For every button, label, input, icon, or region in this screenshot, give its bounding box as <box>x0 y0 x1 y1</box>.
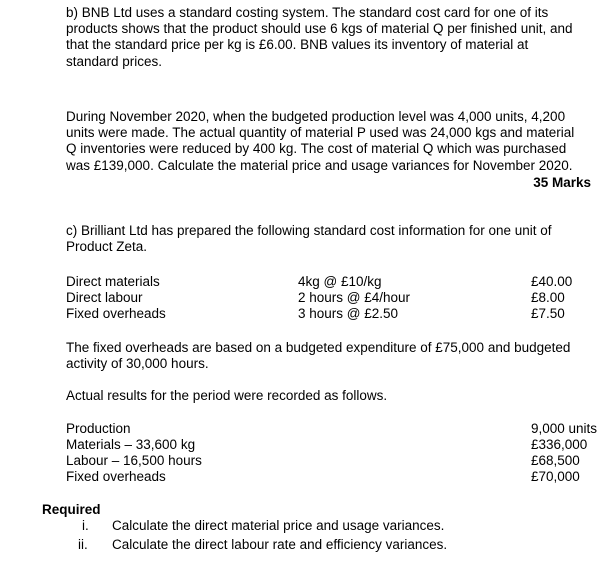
cost-item: Direct labour <box>66 290 143 305</box>
cost-amount: £40.00 <box>531 274 573 289</box>
text-line: Q inventories were reduced by 400 kg. The cost of material Q which was purchased <box>66 141 567 157</box>
result-value: £68,500 <box>531 453 580 468</box>
result-item: Labour – 16,500 hours <box>66 453 202 468</box>
cost-basis: 4kg @ £10/kg <box>298 274 382 289</box>
text-line: standard prices. <box>66 53 163 69</box>
result-value: 9,000 units <box>531 421 598 436</box>
list-number: ii. <box>78 537 88 552</box>
result-value: £336,000 <box>531 437 588 452</box>
text-line: units were made. The actual quantity of material P used was 24,000 kgs and material <box>66 125 575 141</box>
text-line: activity of 30,000 hours. <box>66 356 209 372</box>
text-line: The fixed overheads are based on a budgeted expenditure of £75,000 and budgeted <box>66 340 571 355</box>
cost-amount: £8.00 <box>531 290 565 305</box>
text-line: Product Zeta. <box>66 239 148 255</box>
text-line: b) BNB Ltd uses a standard costing system. The standard cost card for one of its <box>66 5 549 20</box>
cost-item: Direct materials <box>66 274 160 289</box>
result-item: Production <box>66 421 131 436</box>
list-text: Calculate the direct material price and usage variances. <box>112 518 445 533</box>
cost-basis: 2 hours @ £4/hour <box>298 290 411 305</box>
part-c-intro <box>66 223 606 255</box>
actual-results-intro: Actual results for the period were recorded as follows. <box>66 388 388 403</box>
cost-item: Fixed overheads <box>66 306 166 321</box>
result-item: Fixed overheads <box>66 469 166 484</box>
part-b-paragraph-1 <box>66 5 606 70</box>
cost-basis: 3 hours @ £2.50 <box>298 306 399 321</box>
part-b-paragraph-2 <box>66 109 606 174</box>
required-heading: Required <box>42 502 101 517</box>
text-line: that the standard price per kg is £6.00. BNB values its inventory of material at <box>66 37 529 53</box>
overhead-note <box>66 340 606 372</box>
result-item: Materials – 33,600 kg <box>66 437 196 452</box>
list-number: i. <box>82 518 89 533</box>
marks-label: 35 Marks <box>533 175 591 190</box>
text-line: During November 2020, when the budgeted production level was 4,000 units, 4,200 <box>66 109 566 124</box>
text-line: was £139,000. Calculate the material price and usage variances for November 2020. <box>66 157 573 173</box>
cost-amount: £7.50 <box>531 306 565 321</box>
text-line: products shows that the product should use 6 kgs of material Q per finished unit, and <box>66 21 573 37</box>
text-line: c) Brilliant Ltd has prepared the following standard cost information for one unit of <box>66 223 552 238</box>
result-value: £70,000 <box>531 469 580 484</box>
list-text: Calculate the direct labour rate and efficiency variances. <box>112 537 448 552</box>
